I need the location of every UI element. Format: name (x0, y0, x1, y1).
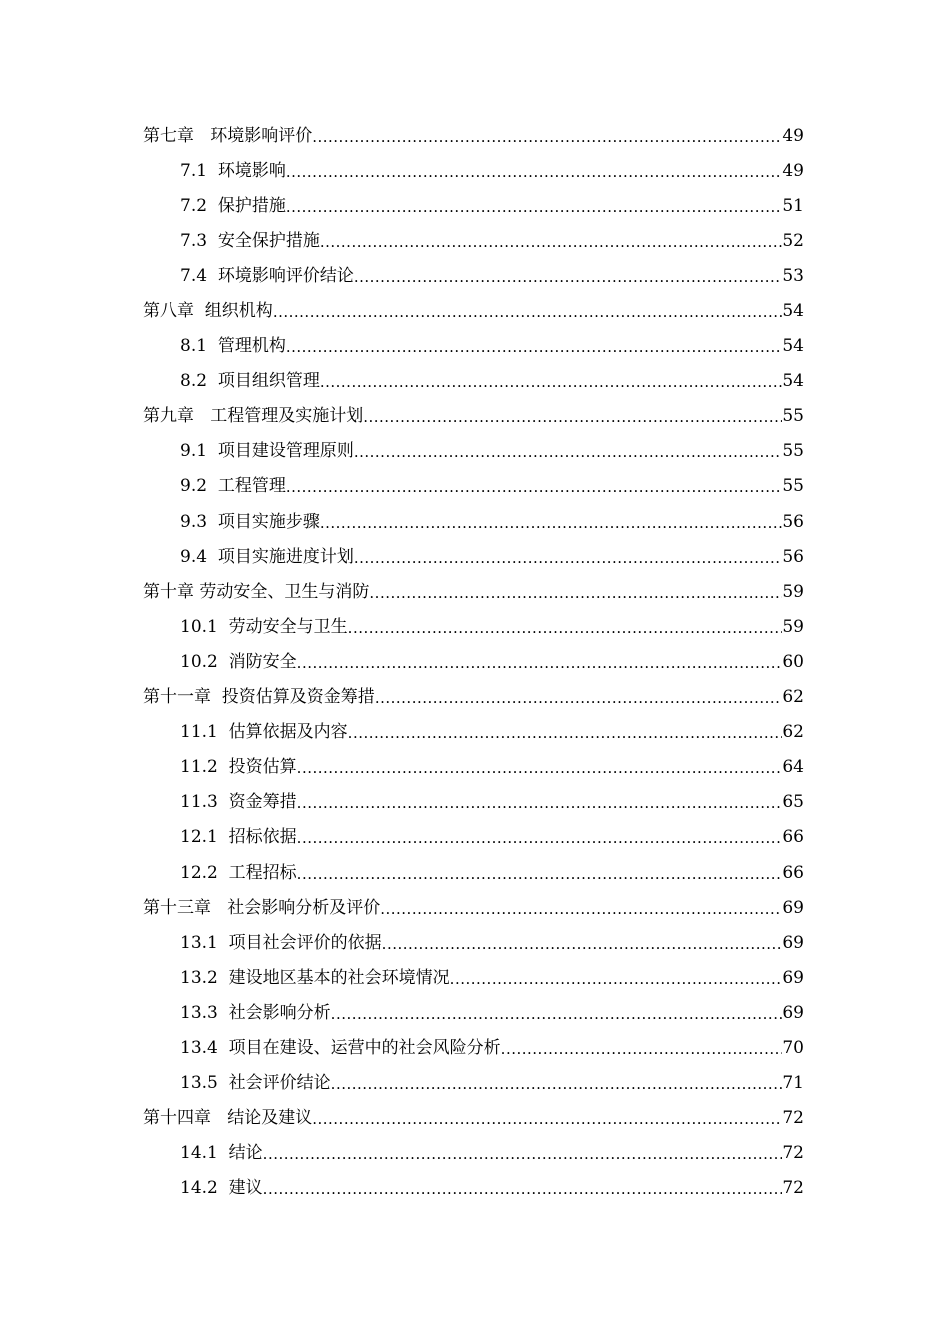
toc-entry-title: 11.1 估算依据及内容 (180, 722, 348, 743)
toc-section-entry[interactable] (0, 995, 950, 1030)
toc-dot-leader (263, 1144, 783, 1164)
toc-entry-title: 第十三章 社会影响分析及评价 (143, 897, 381, 918)
toc-page-number: 59 (782, 581, 804, 602)
toc-page-number: 52 (782, 230, 804, 251)
toc-entry-title: 第九章 工程管理及实施计划 (143, 406, 364, 427)
toc-dot-leader (354, 267, 783, 287)
toc-dot-leader (312, 1109, 782, 1129)
toc-entry-title: 13.5 社会评价结论 (180, 1073, 331, 1094)
toc-dot-leader (286, 337, 783, 357)
toc-section-entry[interactable] (0, 1136, 950, 1171)
toc-entry-title: 13.2 建设地区基本的社会环境情况 (180, 967, 450, 988)
toc-page-number: 53 (782, 265, 804, 286)
toc-entry-title: 8.2 项目组织管理 (180, 371, 320, 392)
toc-dot-leader (348, 618, 783, 638)
toc-page-number: 69 (782, 932, 804, 953)
toc-page-number: 72 (782, 1108, 804, 1129)
toc-dot-leader (320, 372, 783, 392)
toc-page-number: 59 (782, 616, 804, 637)
toc-section-entry[interactable] (0, 785, 950, 820)
toc-dot-leader (297, 653, 783, 673)
toc-page-number: 65 (782, 792, 804, 813)
toc-dot-leader (297, 793, 783, 813)
toc-section-entry[interactable] (0, 364, 950, 399)
toc-entry-title: 9.3 项目实施步骤 (180, 511, 320, 532)
toc-page-number: 62 (782, 687, 804, 708)
toc-page-number: 72 (782, 1178, 804, 1199)
toc-entry-title: 7.2 保护措施 (180, 195, 286, 216)
toc-entry-title: 12.1 招标依据 (180, 827, 297, 848)
toc-section-entry[interactable] (0, 960, 950, 995)
toc-dot-leader (297, 758, 783, 778)
toc-entry-title: 8.1 管理机构 (180, 336, 286, 357)
toc-section-entry[interactable] (0, 644, 950, 679)
toc-section-entry[interactable] (0, 1030, 950, 1065)
toc-chapter-entry[interactable] (0, 680, 950, 715)
toc-page-number: 66 (782, 827, 804, 848)
toc-dot-leader (380, 899, 782, 919)
toc-section-entry[interactable] (0, 1171, 950, 1206)
toc-section-entry[interactable] (0, 539, 950, 574)
toc-section-entry[interactable] (0, 925, 950, 960)
toc-dot-leader (354, 442, 783, 462)
table-of-contents (0, 118, 950, 1206)
toc-dot-leader (312, 127, 782, 147)
toc-page-number: 54 (782, 371, 804, 392)
toc-chapter-entry[interactable] (0, 1101, 950, 1136)
toc-dot-leader (375, 688, 783, 708)
toc-section-entry[interactable] (0, 750, 950, 785)
toc-entry-title: 14.2 建议 (180, 1178, 263, 1199)
toc-dot-leader (331, 1004, 783, 1024)
toc-dot-leader (273, 302, 783, 322)
toc-page-number: 72 (782, 1143, 804, 1164)
toc-page-number: 55 (782, 406, 804, 427)
toc-entry-title: 10.2 消防安全 (180, 651, 297, 672)
toc-page-number: 71 (782, 1073, 804, 1094)
toc-dot-leader (263, 1179, 783, 1199)
toc-entry-title: 12.2 工程招标 (180, 862, 297, 883)
toc-page-number: 54 (782, 301, 804, 322)
toc-dot-leader (320, 232, 783, 252)
toc-page-number: 62 (782, 722, 804, 743)
toc-section-entry[interactable] (0, 469, 950, 504)
toc-entry-title: 第十章 劳动安全、卫生与消防 (143, 581, 370, 602)
toc-dot-leader (348, 723, 783, 743)
toc-section-entry[interactable] (0, 820, 950, 855)
toc-page-number: 56 (782, 511, 804, 532)
toc-page-number: 64 (782, 757, 804, 778)
toc-dot-leader (354, 548, 783, 568)
toc-entry-title: 10.1 劳动安全与卫生 (180, 616, 348, 637)
toc-page-number: 70 (782, 1037, 804, 1058)
toc-entry-title: 9.2 工程管理 (180, 476, 286, 497)
toc-page-number: 60 (782, 651, 804, 672)
toc-entry-title: 第八章 组织机构 (143, 301, 273, 322)
toc-entry-title: 第七章 环境影响评价 (143, 125, 313, 146)
toc-entry-title: 第十一章 投资估算及资金筹措 (143, 687, 375, 708)
toc-section-entry[interactable] (0, 1066, 950, 1101)
toc-dot-leader (297, 864, 783, 884)
toc-dot-leader (286, 197, 783, 217)
toc-section-entry[interactable] (0, 715, 950, 750)
toc-dot-leader (450, 969, 783, 989)
toc-section-entry[interactable] (0, 504, 950, 539)
toc-page-number: 49 (782, 125, 804, 146)
toc-page-number: 69 (782, 967, 804, 988)
toc-entry-title: 13.1 项目社会评价的依据 (180, 932, 382, 953)
toc-page-number: 51 (782, 195, 804, 216)
toc-section-entry[interactable] (0, 153, 950, 188)
toc-entry-title: 11.3 资金筹措 (180, 792, 297, 813)
toc-dot-leader (331, 1074, 783, 1094)
toc-dot-leader (320, 513, 783, 533)
toc-dot-leader (363, 407, 782, 427)
toc-dot-leader (382, 934, 783, 954)
toc-page-number: 54 (782, 336, 804, 357)
toc-entry-title: 9.4 项目实施进度计划 (180, 546, 354, 567)
toc-page-number: 69 (782, 1002, 804, 1023)
toc-entry-title: 第十四章 结论及建议 (143, 1108, 313, 1129)
toc-page-number: 49 (782, 160, 804, 181)
toc-page-number: 55 (782, 476, 804, 497)
toc-chapter-entry[interactable] (0, 293, 950, 328)
toc-entry-title: 9.1 项目建设管理原则 (180, 441, 354, 462)
toc-dot-leader (297, 828, 783, 848)
toc-section-entry[interactable] (0, 329, 950, 364)
toc-page-number: 69 (782, 897, 804, 918)
toc-dot-leader (286, 477, 783, 497)
toc-chapter-entry[interactable] (0, 574, 950, 609)
toc-section-entry[interactable] (0, 434, 950, 469)
toc-entry-title: 13.4 项目在建设、运营中的社会风险分析 (180, 1037, 501, 1058)
toc-entry-title: 14.1 结论 (180, 1143, 263, 1164)
toc-entry-title: 7.4 环境影响评价结论 (180, 265, 354, 286)
toc-dot-leader (369, 583, 782, 603)
toc-chapter-entry[interactable] (0, 890, 950, 925)
toc-section-entry[interactable] (0, 188, 950, 223)
toc-page-number: 56 (782, 546, 804, 567)
toc-dot-leader (501, 1039, 783, 1059)
toc-section-entry[interactable] (0, 223, 950, 258)
toc-section-entry[interactable] (0, 609, 950, 644)
toc-chapter-entry[interactable] (0, 399, 950, 434)
toc-page-number: 55 (782, 441, 804, 462)
toc-entry-title: 13.3 社会影响分析 (180, 1002, 331, 1023)
toc-entry-title: 7.1 环境影响 (180, 160, 286, 181)
toc-entry-title: 11.2 投资估算 (180, 757, 297, 778)
toc-section-entry[interactable] (0, 258, 950, 293)
toc-entry-title: 7.3 安全保护措施 (180, 230, 320, 251)
toc-chapter-entry[interactable] (0, 118, 950, 153)
toc-dot-leader (286, 162, 783, 182)
toc-page-number: 66 (782, 862, 804, 883)
toc-section-entry[interactable] (0, 855, 950, 890)
